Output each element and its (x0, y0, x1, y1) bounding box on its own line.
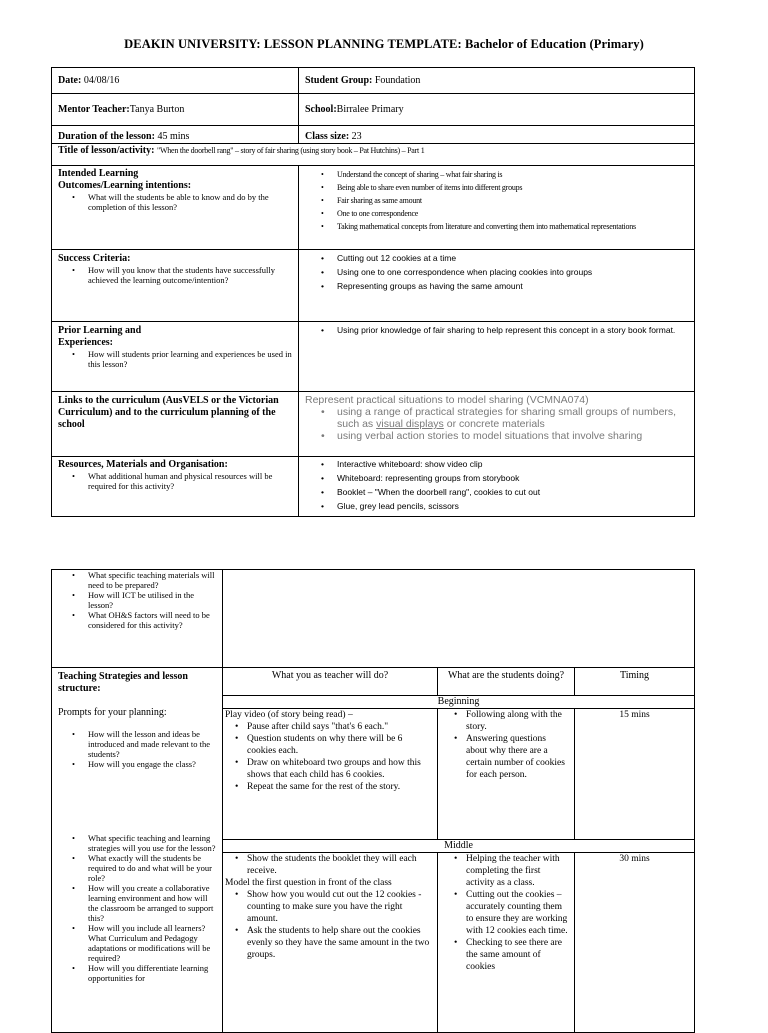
list-item: • Representing groups as having the same amount (305, 279, 688, 293)
list-item: • Draw on whiteboard two groups and how this shows that each child has 6 cookies. (225, 757, 431, 781)
success-label: Success Criteria: (58, 253, 131, 264)
prior-label-cell (52, 322, 299, 392)
mentor-value: Tanya Burton (129, 103, 185, 115)
school-label: School: (305, 103, 337, 115)
curriculum-item1-text-end: or concrete materials (443, 418, 545, 430)
list-item: • Cutting out 12 cookies at a time (305, 251, 688, 265)
date-label: Date: (58, 74, 82, 86)
outcomes-label-cell (52, 166, 299, 250)
date-value: 04/08/16 (83, 74, 120, 86)
list-item: • How will you engage the class? (58, 759, 216, 769)
list-item: • Whiteboard: representing groups from storybook (305, 471, 688, 485)
student-group-label: Student Group: (305, 74, 373, 86)
middle-timing: 30 mins (575, 853, 695, 1033)
list-item: • How will you include all learners? What Curriculum and Pedagogy adaptations or modifications will be required? (58, 923, 216, 963)
list-item: • How will you differentiate learning opportunities for (58, 963, 216, 983)
beginning-students-cell (438, 709, 575, 840)
list-item: • Glue, grey lead pencils, scissors (305, 499, 688, 513)
student-group-value: Foundation (374, 74, 421, 86)
list-item: • What exactly will the students be required to do and what will be your role? (58, 853, 216, 883)
curriculum-content-cell (299, 392, 695, 457)
success-label-cell (52, 250, 299, 322)
middle-teacher-mid: Model the first question in front of the class (225, 878, 392, 888)
list-item: • Fair sharing as same amount (305, 194, 688, 207)
section-middle: Middle (223, 840, 695, 853)
list-item: • Pause after child says "that's 6 each." (225, 721, 431, 733)
list-item: • Ask the students to help share out the cookies evenly so they have the same amount in the two groups. (225, 925, 431, 961)
duration-cell (52, 126, 299, 144)
document-title: DEAKIN UNIVERSITY: LESSON PLANNING TEMPLATE: Bachelor of Education (Primary) (124, 37, 644, 51)
success-content-cell (299, 250, 695, 322)
strategies-label-cell (52, 668, 223, 1033)
school-value: Birralee Primary (336, 103, 404, 115)
mentor-label: Mentor Teacher: (58, 103, 130, 115)
list-item: • Following along with the story. (444, 709, 568, 733)
resources-label: Resources, Materials and Organisation: (58, 459, 228, 470)
beginning-teacher-intro: Play video (of story being read) – (225, 710, 353, 720)
class-size-label: Class size: (305, 131, 350, 142)
beginning-teacher-cell (223, 709, 438, 840)
list-item: • What OH&S factors will need to be considered for this activity? (58, 610, 216, 630)
curriculum-label-cell (52, 392, 299, 457)
list-item: • Question students on why there will be 6 cookies each. (225, 733, 431, 757)
prior-prompt: • How will students prior learning and experiences be used in this lesson? (58, 349, 292, 369)
outcomes-content-cell (299, 166, 695, 250)
list-item: • One to one correspondence (305, 207, 688, 220)
success-prompt: • How will you know that the students have successfully achieved the learning outcome/intention? (58, 265, 292, 285)
list-item: • What specific teaching and learning strategies will you use for the lesson? (58, 833, 216, 853)
list-item: • using verbal action stories to model situations that involve sharing (305, 430, 688, 442)
visual-displays-link[interactable]: visual displays (376, 418, 444, 430)
class-size-value: 23 (351, 131, 362, 142)
list-item: • Show how you would cut out the 12 cookies - counting to make sure you have the right amount. (225, 889, 431, 925)
list-item: • Using prior knowledge of fair sharing to help represent this concept in a story book format. (305, 323, 688, 337)
list-item: • How will ICT be utilised in the lesson? (58, 590, 216, 610)
resources-cont-content-cell (223, 570, 695, 668)
prior-label: Prior Learning and Experiences: (58, 325, 142, 348)
lesson-title-label: Title of lesson/activity: (58, 145, 155, 156)
lesson-title-cell (52, 144, 695, 166)
list-item: • Repeat the same for the rest of the story. (225, 781, 431, 793)
resources-content-cell (299, 457, 695, 517)
outcomes-prompt: • What will the students be able to know and do by the completion of this lesson? (58, 192, 292, 212)
list-item: • Interactive whiteboard: show video clip (305, 457, 688, 471)
resources-cont-label-cell (52, 570, 223, 668)
resources-prompt: • What additional human and physical resources will be required for this activity? (58, 471, 292, 491)
middle-students-cell (438, 853, 575, 1033)
list-item: • Understand the concept of sharing – what fair sharing is (305, 168, 688, 181)
curriculum-intro: Represent practical situations to model sharing (VCMNA074) (305, 394, 589, 406)
lesson-title-value: "When the doorbell rang" – story of fair sharing (using story book – Pat Hutchins) – Part 1 (156, 146, 425, 155)
list-item: • How will you create a collaborative learning environment and how will the classroom be arranged to support this? (58, 883, 216, 923)
col-header-teacher: What you as teacher will do? (223, 668, 438, 696)
list-item: • Helping the teacher with completing the first activity as a class. (444, 853, 568, 889)
strategies-label: Teaching Strategies and lesson structure: (58, 671, 188, 694)
list-item: • Checking to see there are the same amount of cookies (444, 937, 568, 973)
list-item (305, 406, 688, 430)
list-item: • Show the students the booklet they will each receive. (225, 853, 431, 877)
date-cell (52, 68, 299, 94)
curriculum-item1-text: using a range of practical strategies for sharing small groups of numbers, such as (337, 406, 677, 430)
list-item: • Being able to share even number of items into different groups (305, 181, 688, 194)
list-item: • What specific teaching materials will need to be prepared? (58, 570, 216, 590)
list-item: • Booklet – "When the doorbell rang", cookies to cut out (305, 485, 688, 499)
list-item: • Answering questions about why there are a certain number of cookies for each person. (444, 733, 568, 781)
resources-label-cell (52, 457, 299, 517)
prompts-label: Prompts for your planning: (58, 707, 167, 718)
section-beginning: Beginning (223, 696, 695, 709)
curriculum-label: Links to the curriculum (AusVELS or the Victorian Curriculum) and to the curriculum planning of the school (58, 395, 279, 430)
student-group-cell (299, 68, 695, 94)
duration-label: Duration of the lesson: (58, 131, 155, 142)
col-header-timing: Timing (575, 668, 695, 696)
duration-value: 45 mins (157, 131, 190, 142)
lesson-plan-table-page2 (51, 569, 695, 1033)
mentor-cell (52, 94, 299, 126)
prior-content-cell (299, 322, 695, 392)
class-size-cell (299, 126, 695, 144)
beginning-timing: 15 mins (575, 709, 695, 840)
list-item: • Using one to one correspondence when placing cookies into groups (305, 265, 688, 279)
list-item: • How will the lesson and ideas be introduced and made relevant to the students? (58, 729, 216, 759)
col-header-students: What are the students doing? (438, 668, 575, 696)
outcomes-label: Intended Learning Outcomes/Learning intentions: (58, 168, 192, 191)
lesson-plan-table-page1 (51, 67, 695, 517)
middle-teacher-cell (223, 853, 438, 1033)
list-item: • Taking mathematical concepts from literature and converting them into mathematical representations (305, 220, 688, 233)
list-item: • Cutting out the cookies – accurately counting them to ensure they are working with 12 cookies each time. (444, 889, 568, 937)
school-cell (299, 94, 695, 126)
